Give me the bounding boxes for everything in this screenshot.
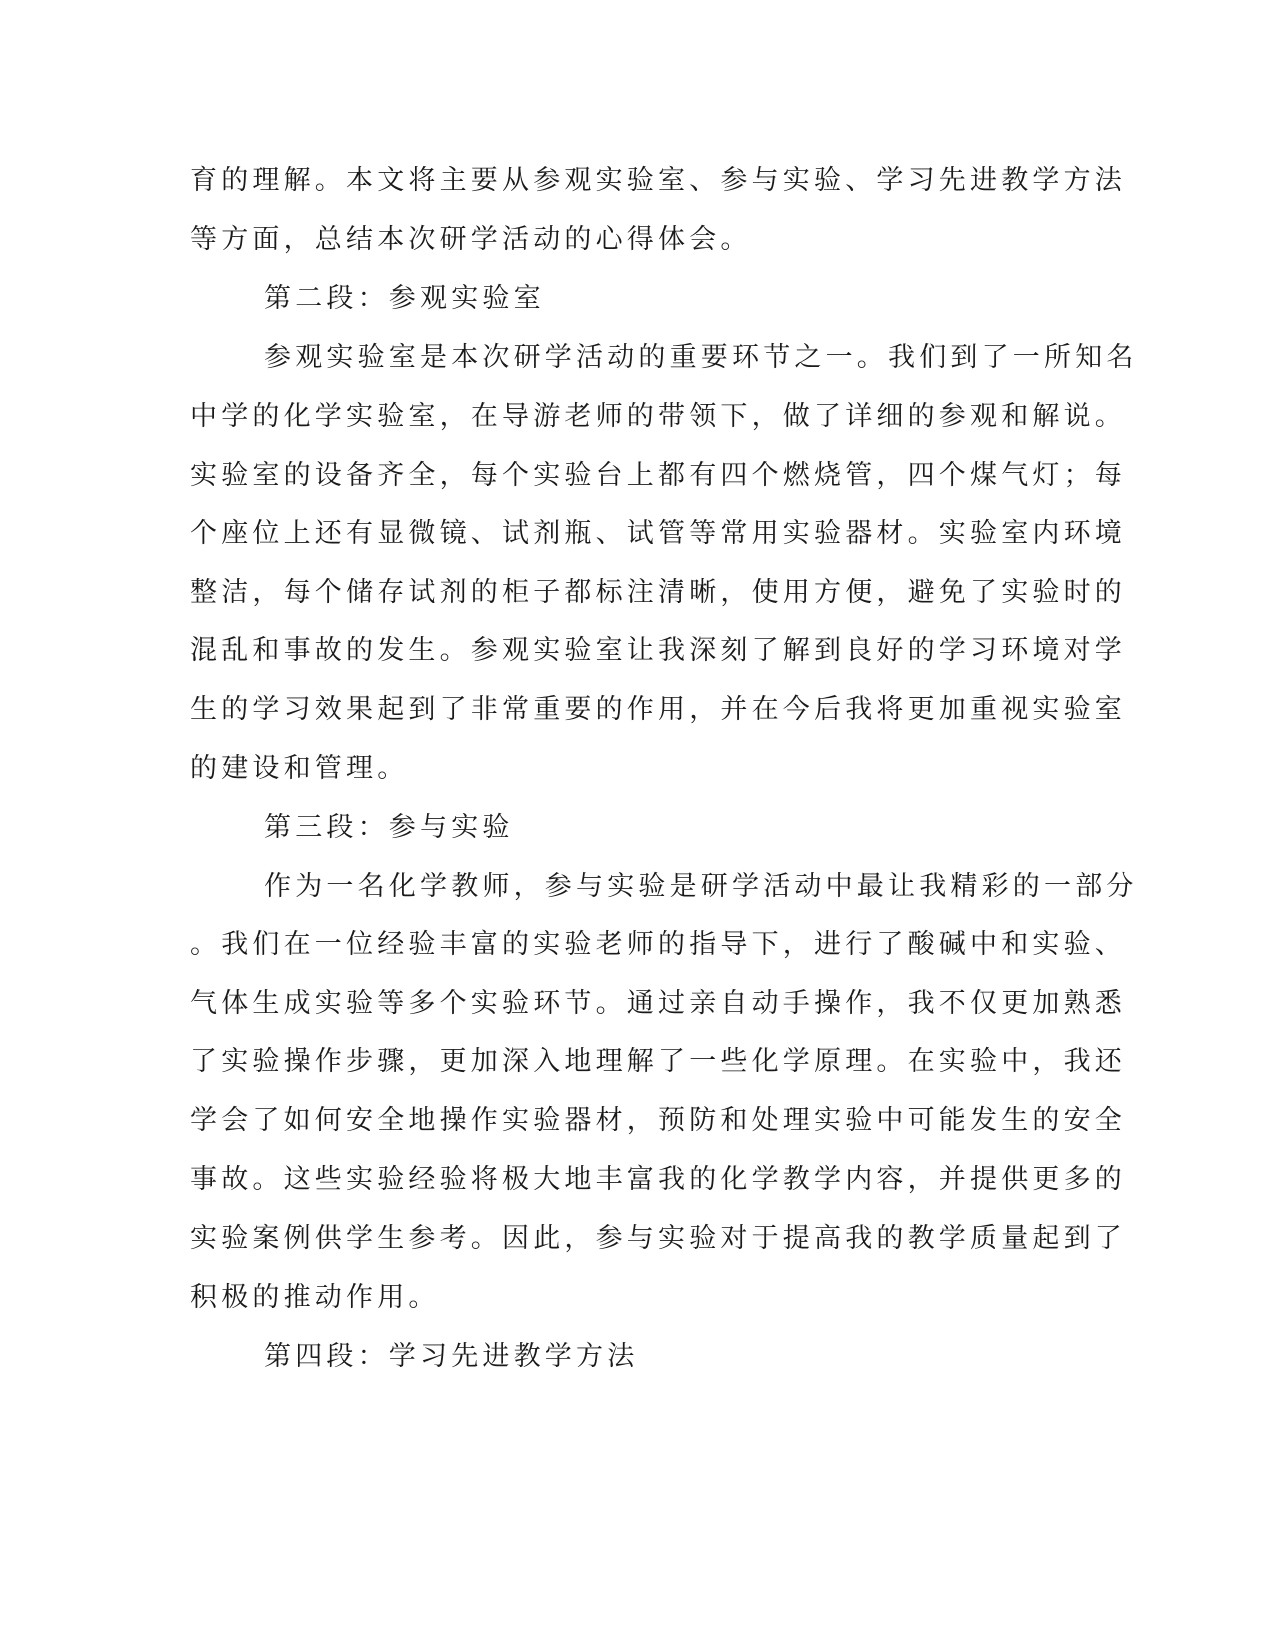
- section2-line-6: 混乱和事故的发生。参观实验室让我深刻了解到良好的学习环境对学: [190, 635, 1126, 666]
- section3-line-3: 气体生成实验等多个实验环节。通过亲自动手操作，我不仅更加熟悉: [190, 988, 1126, 1019]
- intro-line-2: 等方面，总结本次研学活动的心得体会。: [190, 224, 752, 255]
- section2-line-4: 个座位上还有显微镜、试剂瓶、试管等常用实验器材。实验室内环境: [190, 518, 1126, 549]
- section3-line-8: 积极的推动作用。: [190, 1282, 440, 1313]
- section2-line-8: 的建设和管理。: [190, 753, 409, 784]
- section3-line-6: 事故。这些实验经验将极大地丰富我的化学教学内容，并提供更多的: [190, 1164, 1126, 1195]
- section2-line-2: 中学的化学实验室，在导游老师的带领下，做了详细的参观和解说。: [190, 401, 1126, 432]
- intro-line-1: 育的理解。本文将主要从参观实验室、参与实验、学习先进教学方法: [190, 165, 1126, 196]
- section2-line-3: 实验室的设备齐全，每个实验台上都有四个燃烧管，四个煤气灯；每: [190, 460, 1126, 491]
- section2-heading: 第二段：参观实验室: [264, 283, 545, 314]
- section3-line-2: 。我们在一位经验丰富的实验老师的指导下，进行了酸碱中和实验、: [190, 929, 1126, 960]
- section3-line-1: 作为一名化学教师，参与实验是研学活动中最让我精彩的一部分: [264, 871, 1138, 902]
- section3-line-7: 实验案例供学生参考。因此，参与实验对于提高我的教学质量起到了: [190, 1223, 1126, 1254]
- section3-heading: 第三段：参与实验: [264, 812, 514, 843]
- section2-line-5: 整洁，每个储存试剂的柜子都标注清晰，使用方便，避免了实验时的: [190, 577, 1126, 608]
- section3-line-4: 了实验操作步骤，更加深入地理解了一些化学原理。在实验中，我还: [190, 1046, 1126, 1077]
- section4-heading: 第四段：学习先进教学方法: [264, 1341, 639, 1372]
- section2-line-7: 生的学习效果起到了非常重要的作用，并在今后我将更加重视实验室: [190, 694, 1126, 725]
- section3-line-5: 学会了如何安全地操作实验器材，预防和处理实验中可能发生的安全: [190, 1105, 1126, 1136]
- section2-line-1: 参观实验室是本次研学活动的重要环节之一。我们到了一所知名: [264, 342, 1138, 373]
